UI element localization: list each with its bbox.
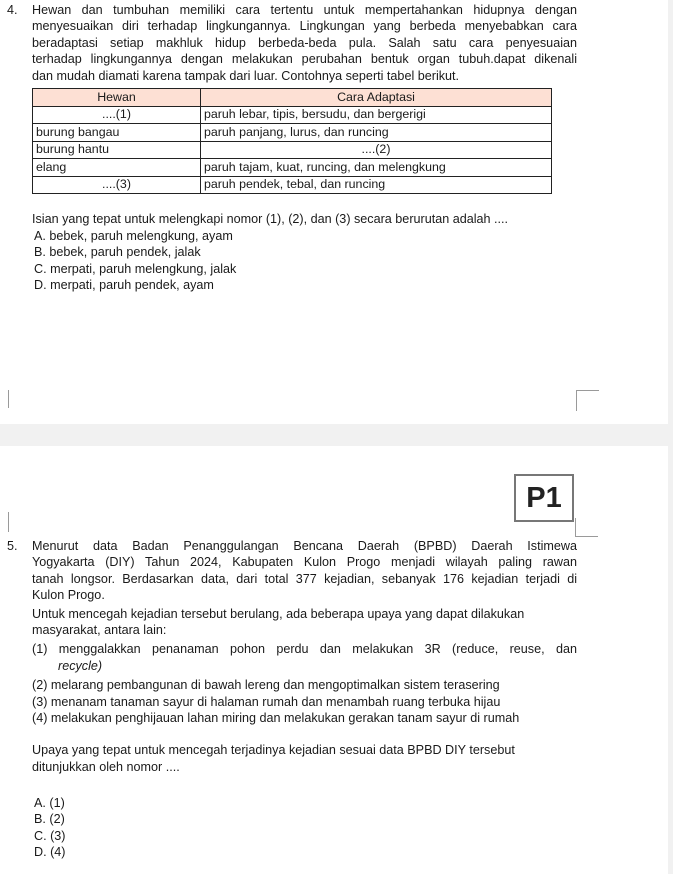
q5-question: ditunjukkan oleh nomor .... <box>32 759 180 774</box>
option-d[interactable]: D. (4) <box>34 845 66 860</box>
option-a[interactable]: A. bebek, paruh melengkung, ayam <box>34 229 233 243</box>
page-label-box: P1 <box>514 474 574 522</box>
q5-text-line: Yogyakarta (DIY) Tahun 2024, Kabupaten Kulon Progo menjadi wilayah paling rawan <box>32 555 577 570</box>
q4-text-line: beradaptasi setiap makhluk hidup berbeda-beda pula. Salah satu cara penyesuaian <box>32 35 577 50</box>
table-cell: paruh pendek, tebal, dan runcing <box>201 176 552 194</box>
q4-question: Isian yang tepat untuk melengkapi nomor (1), (2), dan (3) secara berurutan adalah .... <box>32 212 509 226</box>
crop-mark <box>576 390 599 411</box>
table-cell: burung bangau <box>33 124 201 142</box>
adaptation-table <box>32 88 552 194</box>
right-margin-strip <box>668 0 673 874</box>
table-row <box>33 106 552 124</box>
q5-item-3: (3) menanam tanaman sayur di halaman rumah dan menambah ruang terbuka hijau <box>32 694 501 709</box>
question-4-number: 4. <box>7 3 18 17</box>
page-separator <box>0 424 673 446</box>
table-cell: ....(1) <box>33 106 201 124</box>
q5-text-line: masyarakat, antara lain: <box>32 623 167 638</box>
crop-mark <box>0 390 9 408</box>
option-d[interactable]: D. merpati, paruh pendek, ayam <box>34 278 214 293</box>
q5-item-1-cont: recycle) <box>58 658 103 673</box>
option-b[interactable]: B. (2) <box>34 812 65 827</box>
option-c[interactable]: C. merpati, paruh melengkung, jalak <box>34 261 237 276</box>
option-a[interactable]: A. (1) <box>34 796 65 810</box>
page-1 <box>0 0 668 424</box>
q5-item-1: (1) menggalakkan penanaman pohon perdu dan melakukan 3R (reduce, reuse, dan <box>32 642 577 657</box>
table-cell: paruh tajam, kuat, runcing, dan melengkung <box>201 159 552 177</box>
table-row <box>33 159 552 177</box>
question-5-number: 5. <box>7 539 18 553</box>
crop-mark <box>575 518 598 537</box>
question-5-options <box>34 795 234 861</box>
table-cell: paruh lebar, tipis, bersudu, dan bergerigi <box>201 106 552 124</box>
question-4-prompt <box>32 211 572 227</box>
q5-question: Upaya yang tepat untuk mencegah terjadinya kejadian sesuai data BPBD DIY tersebut <box>32 743 515 758</box>
q4-text-line: menyesuaikan diri terhadap lingkungannya. Lingkungan yang berbeda menyebabkan cara <box>32 19 577 34</box>
table-cell: ....(3) <box>33 176 201 194</box>
table-header-hewan: Hewan <box>33 89 201 107</box>
table-row <box>33 176 552 194</box>
q4-text-line: Hewan dan tumbuhan memiliki cara tertentu untuk mempertahankan hidupnya dengan <box>32 3 577 17</box>
q5-text-line: Kulon Progo. <box>32 588 105 603</box>
table-cell: burung hantu <box>33 141 201 159</box>
q4-text-line: terhadap lingkungannya dengan melakukan perubahan bentuk organ tubuh.dapat dikenali <box>32 52 577 67</box>
q5-item-2: (2) melarang pembangunan di bawah lereng dan mengoptimalkan sistem terasering <box>32 678 500 693</box>
table-header-cara-adaptasi: Cara Adaptasi <box>201 89 552 107</box>
q5-text-line: tanah longsor. Berdasarkan data, dari total 377 kejadian, sebanyak 176 kejadian terjadi di <box>32 571 577 586</box>
option-b[interactable]: B. bebek, paruh pendek, jalak <box>34 245 201 260</box>
crop-mark <box>0 512 9 532</box>
table-cell: ....(2) <box>201 141 552 159</box>
table-cell: paruh panjang, lurus, dan runcing <box>201 124 552 142</box>
question-4-options <box>34 228 434 294</box>
table-cell: elang <box>33 159 201 177</box>
table-row <box>33 124 552 142</box>
table-header-row <box>33 89 552 107</box>
q4-text-line: dan mudah diamati karena tampak dari luar. Contohnya seperti tabel berikut. <box>32 68 460 83</box>
q5-text-line: Menurut data Badan Penanggulangan Bencana Daerah (BPBD) Daerah Istimewa <box>32 539 577 553</box>
q5-text-line: Untuk mencegah kejadian tersebut berulang, ada beberapa upaya yang dapat dilakukan <box>32 606 525 621</box>
table-row <box>33 141 552 159</box>
q5-item-4: (4) melakukan penghijauan lahan miring dan melakukan gerakan tanam sayur di rumah <box>32 711 520 726</box>
option-c[interactable]: C. (3) <box>34 828 66 843</box>
